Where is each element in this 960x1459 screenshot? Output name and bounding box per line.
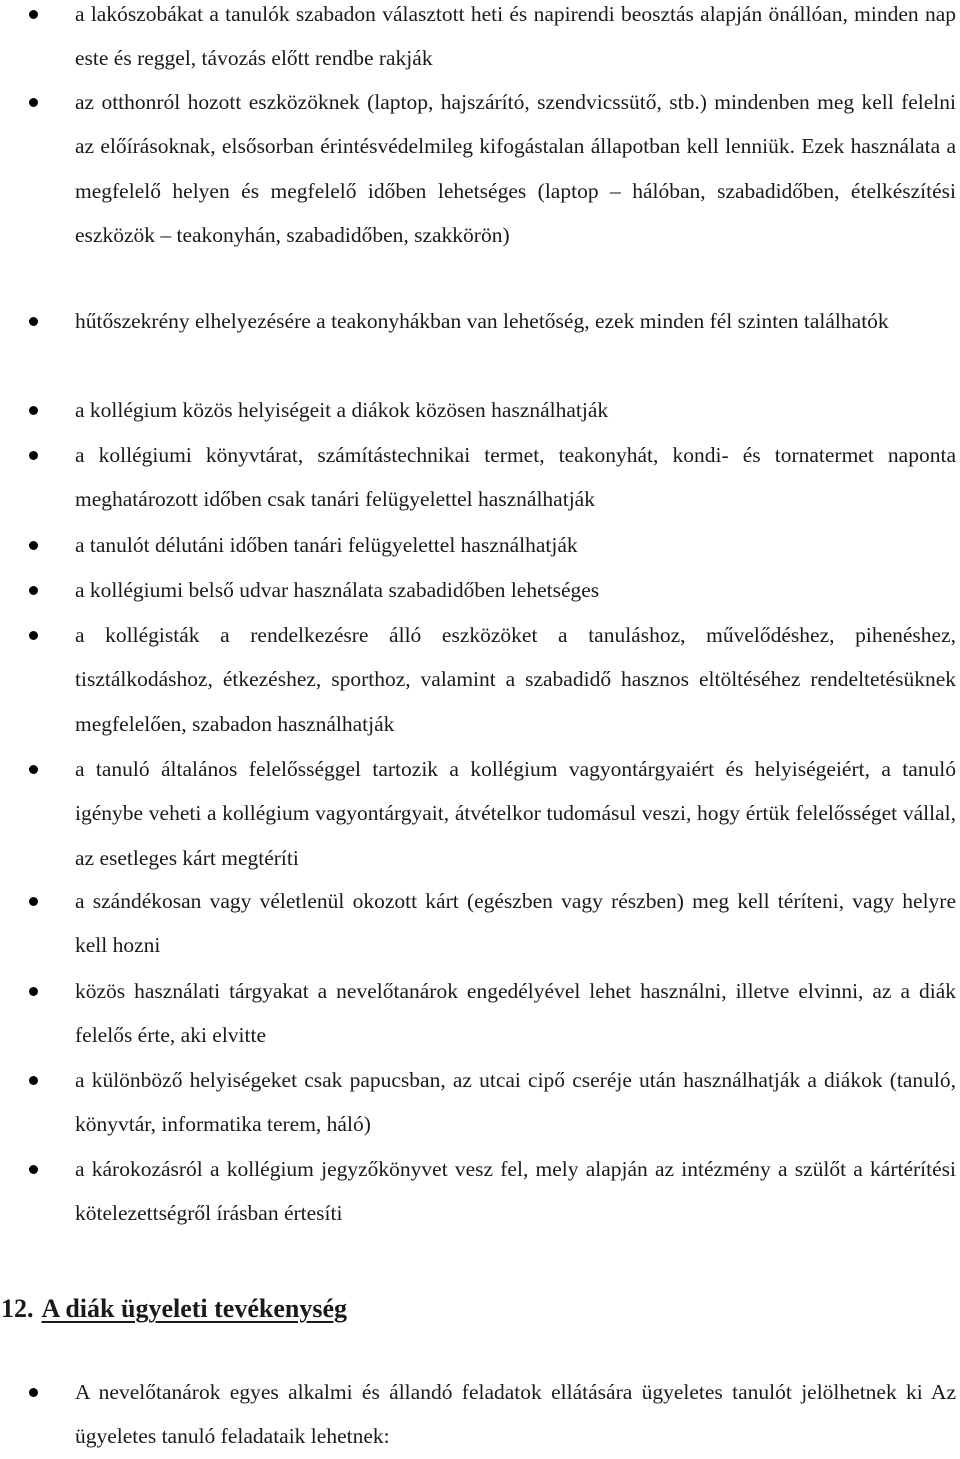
list-item-text: a kollégiumi belső udvar használata szabadidőben lehetséges bbox=[75, 578, 600, 602]
bullet-icon bbox=[29, 1165, 38, 1174]
section-heading bbox=[1, 1287, 347, 1331]
list-item-text: közös használati tárgyakat a nevelőtanárok engedélyével lehet használni, illetve elvinni, az a diák felelős érte, aki elvitte bbox=[75, 979, 956, 1048]
list-item-text: a szándékosan vagy véletlenül okozott kárt (egészben vagy részben) meg kell téríteni, vagy helyre kell hozni bbox=[75, 889, 956, 958]
list-item-text: a lakószobákat a tanulók szabadon választott heti és napirendi beosztás alapján önállóan, minden nap este és reggel, távozás előtt rendbe rakják bbox=[75, 2, 956, 71]
bullet-icon bbox=[29, 586, 38, 595]
list-item-text: az otthonról hozott eszközöknek (laptop, hajszárító, szendvicssütő, stb.) mindenben meg kell felelni az előírásoknak, elsősorban érintésvédelmileg kifogástalan állapotban kell lenniük. Ezek használata a megfelelő helyen és megfelelő időben lehetséges (laptop – hálóban, szabadidőben, ételkészítési eszközök – teakonyhán, szabadidőben, szakkörön) bbox=[75, 90, 956, 247]
list-item-text: a különböző helyiségeket csak papucsban, az utcai cipő cseréje után használhatják a diákok (tanuló, könyvtár, informatika terem, háló) bbox=[75, 1068, 956, 1137]
bullet-icon bbox=[29, 451, 38, 460]
list-item-text: a tanulót délutáni időben tanári felügyelettel használhatják bbox=[75, 533, 578, 557]
section-title: A diák ügyeleti tevékenység bbox=[41, 1294, 347, 1323]
bullet-icon bbox=[29, 765, 38, 774]
list-item-text: a tanuló általános felelősséggel tartozik a kollégium vagyontárgyaiért és helyiségeiért, a tanuló igénybe veheti a kollégium vagyontárgyait, átvételkor tudomásul veszi, hogy értük felelősséget vállal, az esetleges kárt megtéríti bbox=[75, 757, 956, 870]
list-item-text: a károkozásról a kollégium jegyzőkönyvet vesz fel, mely alapján az intézmény a szülőt a kártérítési kötelezettségről írásban értesíti bbox=[75, 1157, 956, 1226]
bullet-icon bbox=[29, 317, 38, 326]
list-item-text: a kollégisták a rendelkezésre álló eszközöket a tanuláshoz, művelődéshez, pihenéshez, tisztálkodáshoz, étkezéshez, sporthoz, valamint a szabadidő hasznos eltöltéséhez rendeltetésüknek megfelelően, szabadon használhatják bbox=[75, 623, 956, 736]
bullet-icon bbox=[29, 10, 38, 19]
section-number: 12. bbox=[1, 1294, 34, 1323]
list-item-text: hűtőszekrény elhelyezésére a teakonyhákban van lehetőség, ezek minden fél szinten találhatók bbox=[75, 309, 889, 333]
bullet-icon bbox=[29, 1388, 38, 1397]
bullet-icon bbox=[29, 406, 38, 415]
bullet-icon bbox=[29, 631, 38, 640]
list-item-text: a kollégiumi könyvtárat, számítástechnikai termet, teakonyhát, kondi- és tornatermet naponta meghatározott időben csak tanári felügyelettel használhatják bbox=[75, 443, 956, 512]
list-item-text: A nevelőtanárok egyes alkalmi és állandó feladatok ellátására ügyeletes tanulót jelölhetnek ki Az ügyeletes tanuló feladataik lehetnek: bbox=[75, 1380, 956, 1449]
bullet-icon bbox=[29, 1076, 38, 1085]
bullet-icon bbox=[29, 541, 38, 550]
bullet-icon bbox=[29, 897, 38, 906]
list-item-text: a kollégium közös helyiségeit a diákok közösen használhatják bbox=[75, 398, 609, 422]
bullet-icon bbox=[29, 987, 38, 996]
bullet-icon bbox=[29, 98, 38, 107]
